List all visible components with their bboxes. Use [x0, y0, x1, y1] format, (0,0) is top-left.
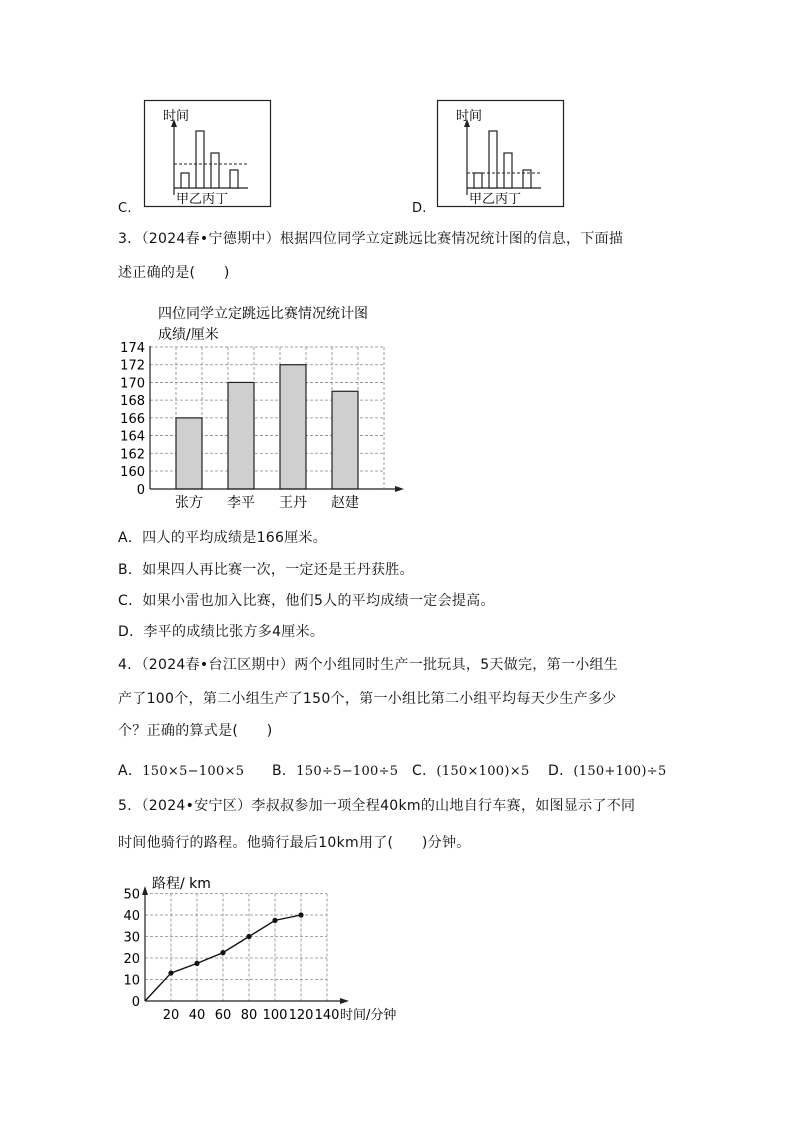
q4-option-b: [272, 761, 398, 782]
option-d-bar-2: [489, 131, 497, 188]
distance-xtick-20: 20: [162, 1008, 180, 1023]
q4-option-d-label: D．: [548, 763, 574, 779]
jump-ytick-174: 174: [120, 341, 145, 356]
distance-ytick-10: 10: [123, 973, 140, 989]
jump-xlabel-赵建: 赵建: [331, 495, 359, 511]
q4-option-a-label: A．: [118, 763, 143, 779]
q3-option-d: D．李平的成绩比张方多4厘米。: [118, 624, 325, 640]
jump-ytick-166: 166: [120, 411, 145, 427]
distance-x-arrow: [340, 998, 349, 1004]
distance-ytick-50: 50: [123, 887, 140, 903]
q3-option-b: B．如果四人再比赛一次，一定还是王丹获胜。: [118, 562, 414, 578]
q3-option-a: A．四人的平均成绩是166厘米。: [118, 530, 328, 546]
jump-bar-chart: [120, 300, 425, 515]
jump-chart-ylabel: 成绩/厘米: [158, 327, 219, 343]
jump-ytick-172: 172: [120, 358, 145, 374]
q3-stem-line2: 述正确的是( ): [118, 265, 230, 281]
distance-ytick-0: 0: [131, 995, 140, 1010]
jump-xlabel-王丹: 王丹: [279, 495, 307, 511]
jump-xlabel-李平: 李平: [227, 495, 255, 511]
distance-xtick-100: 100: [262, 1008, 288, 1023]
distance-point-40: [194, 961, 199, 966]
distance-ytick-20: 20: [123, 952, 140, 967]
q4-option-c-label: C．: [412, 763, 437, 779]
option-c-label: C.: [118, 201, 132, 216]
distance-point-60: [220, 950, 225, 955]
option-c-bar-4: [230, 170, 238, 188]
option-c-axis-label: 时间: [163, 109, 190, 124]
option-d-label: D.: [412, 201, 427, 216]
distance-point-120: [298, 912, 303, 917]
q4-option-c: [412, 761, 530, 782]
option-c-bar-2: [196, 131, 204, 188]
distance-point-20: [168, 970, 173, 975]
q3-option-c: C．如果小雷也加入比赛，他们5人的平均成绩一定会提高。: [118, 593, 495, 609]
distance-xtick-120: 120: [288, 1008, 314, 1023]
jump-bar-赵建: [332, 391, 358, 489]
q4-option-a: [118, 761, 244, 782]
q4-stem-line1: 4．（2024春•台江区期中）两个小组同时生产一批玩具，5天做完，第一小组生: [118, 657, 619, 673]
option-d-bar-1: [474, 173, 482, 188]
option-d-categories: 甲乙丙丁: [469, 192, 522, 207]
q4-option-d-formula: (150+100)÷5: [573, 764, 667, 779]
option-d-axis-label: 时间: [456, 109, 483, 124]
distance-point-80: [246, 934, 251, 939]
distance-chart-ylabel: 路程/ km: [152, 876, 211, 892]
q5-stem-line1: 5．（2024•安宁区）李叔叔参加一项全程40km的山地自行车赛，如图显示了不同: [118, 798, 636, 814]
q4-option-b-label: B．: [272, 763, 297, 779]
option-c-chart: [144, 100, 272, 208]
option-c-bar-3: [211, 153, 219, 188]
distance-chart-xlabel: 时间/分钟: [340, 1008, 397, 1023]
option-d-chart: [437, 100, 565, 208]
jump-xlabel-张方: 张方: [175, 495, 203, 511]
jump-bar-王丹: [280, 365, 306, 489]
distance-y-arrow: [142, 886, 148, 895]
q3-stem-line1: 3．（2024春•宁德期中）根据四位同学立定跳远比赛情况统计图的信息，下面描: [118, 231, 624, 247]
q5-stem-line2: 时间他骑行的路程。他骑行最后10km用了( )分钟。: [118, 835, 471, 851]
distance-ytick-40: 40: [123, 909, 140, 924]
q4-stem-line2: 产了100个，第二小组生产了150个，第一小组比第二小组平均每天少生产多少: [118, 691, 617, 707]
q4-option-b-formula: 150÷5−100÷5: [296, 764, 399, 779]
option-c-categories: 甲乙丙丁: [176, 192, 229, 207]
jump-bar-张方: [176, 418, 202, 489]
jump-x-arrow: [395, 486, 404, 492]
jump-chart-title: 四位同学立定跳远比赛情况统计图: [158, 306, 368, 322]
distance-line-chart: [110, 870, 420, 1030]
distance-xtick-40: 40: [188, 1008, 206, 1023]
jump-ytick-170: 170: [120, 376, 145, 392]
distance-xtick-80: 80: [240, 1008, 258, 1023]
q4-option-c-formula: (150×100)×5: [436, 764, 530, 779]
distance-ytick-30: 30: [123, 930, 140, 946]
distance-point-100: [272, 918, 277, 923]
jump-ytick-168: 168: [120, 394, 145, 410]
q4-stem-line3: 个？正确的算式是( ): [118, 723, 273, 739]
jump-ytick-160: 160: [120, 465, 145, 480]
q4-option-a-formula: 150×5−100×5: [142, 764, 245, 779]
jump-ytick-0: 0: [136, 483, 145, 498]
option-c-bar-1: [181, 173, 189, 188]
option-d-bar-3: [504, 153, 512, 188]
jump-ytick-162: 162: [120, 447, 145, 463]
q4-option-d: [548, 761, 667, 782]
distance-xtick-140: 140: [314, 1008, 340, 1023]
jump-bar-李平: [228, 382, 254, 489]
distance-xtick-60: 60: [214, 1008, 232, 1023]
jump-ytick-164: 164: [120, 429, 145, 445]
